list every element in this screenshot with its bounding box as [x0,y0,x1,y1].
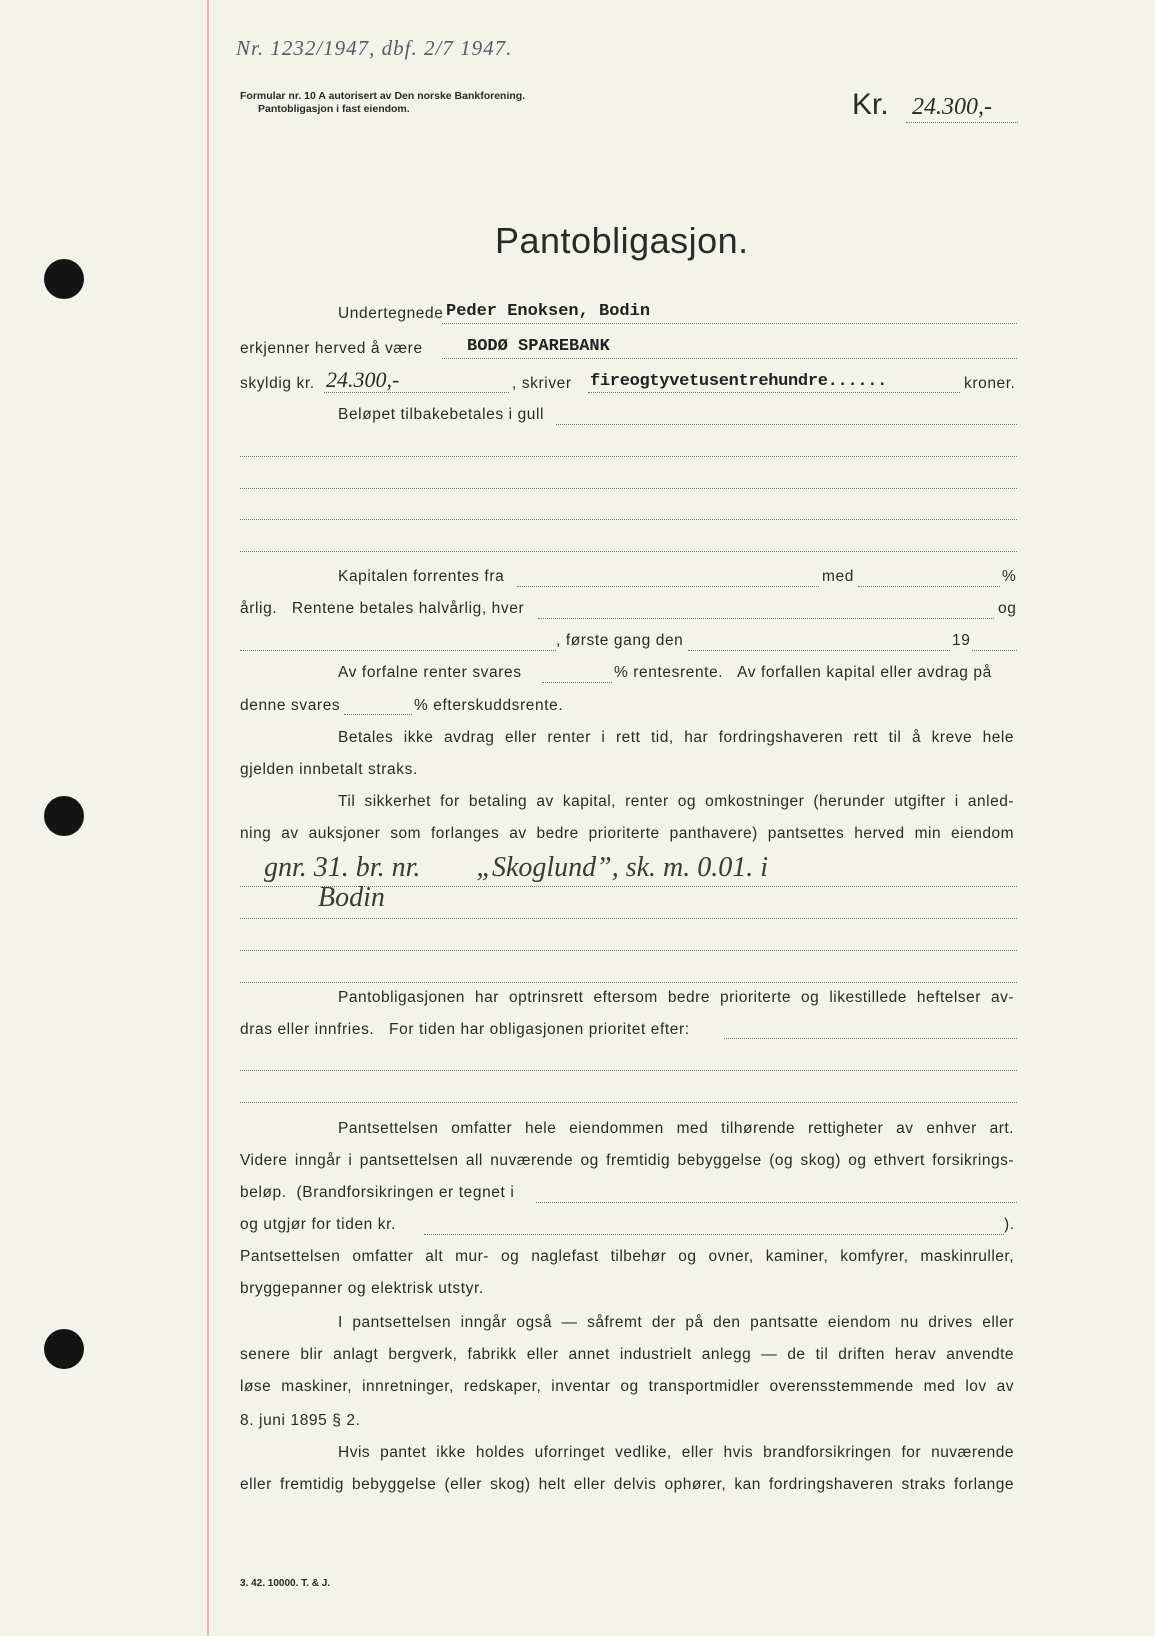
form-line-2: Pantobligasjon i fast eiendom. [258,103,410,115]
interest-from-line [517,586,819,587]
skyldig-value: 24.300,- [326,367,400,392]
interest-deferred-label: denne svares [240,697,341,714]
paragraph-line: beløp. (Brandforsikringen er tegnet i [240,1184,515,1201]
interest-arrears-label: Av forfalne renter svares [338,664,522,681]
skriver-value: fireogtyvetusentrehundre...... [590,372,888,391]
priority-line [240,1102,1017,1103]
paragraph-line: ning av auksjoner som forlanges av bedre prioriterte panthavere) pantsettes herved min eiendom [240,825,1014,842]
paragraph-line: Hvis pantet ikke holdes uforringet vedlike, eller hvis brandforsikringen for nuværende [338,1444,1014,1461]
belopet-line [556,424,1017,425]
interest-percent: % [1002,568,1017,585]
paragraph-line: Til sikkerhet for betaling av kapital, renter og omkostninger (herunder utgifter i anled- [338,793,1014,810]
priority-line [240,1070,1017,1071]
paragraph-line: bryggepanner og elektrisk utstyr. [240,1280,484,1297]
blank-line [240,456,1017,457]
skyldig-line [324,392,509,393]
interest-first-label: , første gang den [556,632,684,649]
interest-year-prefix: 19 [952,632,971,649]
blank-line [240,551,1017,552]
interest-arrears-line [542,682,612,683]
paragraph-line: Pantobligasjonen har optrinsrett eftersom bedre prioriterte og likestillede heftelser av- [338,989,1014,1006]
undertegnede-label: Undertegnede [338,305,444,322]
property-line [240,918,1017,919]
priority-line [724,1038,1017,1039]
amount-prefix: Kr. [852,88,889,121]
interest-halfyear-line [538,618,994,619]
punch-hole [44,1329,84,1369]
interest-deferred-rest: % efterskuddsrente. [414,697,564,714]
interest-og-label: og [998,600,1017,617]
interest-halfyear-label: årlig. Rentene betales halvårlig, hver [240,600,525,617]
paragraph-line: I pantsettelsen inngår også — såfremt der på den pantsatte eiendom nu drives eller [338,1314,1014,1331]
punch-hole [44,259,84,299]
property-line [240,982,1017,983]
paragraph-line: Betales ikke avdrag eller renter i rett tid, har fordringshaveren rett til å kreve hele [338,729,1014,746]
interest-arrears-rest: % rentesrente. Av forfallen kapital eller avdrag på [614,664,992,681]
blank-line [240,519,1017,520]
belopet-label: Beløpet tilbakebetales i gull [338,406,545,423]
record-number: Nr. 1232/1947, dbf. 2/7 1947. [236,36,513,60]
paragraph-line: Videre inngår i pantsettelsen all nuværende og fremtidig bebyggelse (og skog) og ethvert forsikrings- [240,1152,1014,1169]
kroner-label: kroner. [964,375,1016,392]
skyldig-label: skyldig kr. [240,375,315,392]
interest-med-label: med [822,568,854,585]
interest-first-line [688,650,950,651]
margin-rule [207,0,209,1636]
interest-from-label: Kapitalen forrentes fra [338,568,505,585]
interest-rate-line [858,586,1000,587]
paragraph-line: og utgjør for tiden kr. [240,1216,396,1233]
skriver-label: , skriver [512,375,572,392]
paragraph-line: senere blir anlagt bergverk, fabrikk eller annet industrielt anlegg — de til driften herav anvendte [240,1346,1014,1363]
insurance-line [536,1202,1017,1203]
erkjenner-value: BODØ SPAREBANK [467,337,610,356]
paragraph-line: Pantsettelsen omfatter alt mur- og naglefast tilbehør og ovner, kaminer, komfyrer, maskinruller, [240,1248,1014,1265]
blank-line [240,488,1017,489]
print-code: 3. 42. 10000. T. & J. [240,1578,331,1589]
paragraph-line-end: ). [1004,1216,1015,1233]
paragraph-line: løse maskiner, innretninger, redskaper, inventar og transportmidler overensstemmende med lov av [240,1378,1014,1395]
paragraph-line: dras eller innfries. For tiden har obligasjonen prioritet efter: [240,1021,690,1038]
paragraph-line: eller fremtidig bebyggelse (eller skog) helt eller delvis ophører, kan fordringshaveren straks forlange [240,1476,1014,1493]
property-handwritten-line-1: gnr. 31. br. nr. „Skoglund”, sk. m. 0.01. i [264,852,769,883]
interest-deferred-line [344,714,412,715]
paragraph-line: Pantsettelsen omfatter hele eiendommen med tilhørende rettigheter av enhver art. [338,1120,1014,1137]
interest-date-line [240,650,556,651]
property-line [240,950,1017,951]
skriver-line [588,392,960,393]
erkjenner-label: erkjenner herved å være [240,340,423,357]
paragraph-line: 8. juni 1895 § 2. [240,1412,361,1429]
insurance-amount-line [424,1234,1004,1235]
amount-line [906,122,1018,123]
paragraph-line: gjelden innbetalt straks. [240,761,418,778]
document-title: Pantobligasjon. [495,220,749,261]
undertegnede-value: Peder Enoksen, Bodin [446,302,651,321]
property-handwritten-line-2: Bodin [318,882,385,913]
amount-value: 24.300,- [912,94,992,120]
form-line-1: Formular nr. 10 A autorisert av Den norske Bankforening. [240,90,526,102]
punch-hole [44,796,84,836]
undertegnede-line [442,323,1017,324]
interest-year-line [972,650,1017,651]
erkjenner-line [442,358,1017,359]
